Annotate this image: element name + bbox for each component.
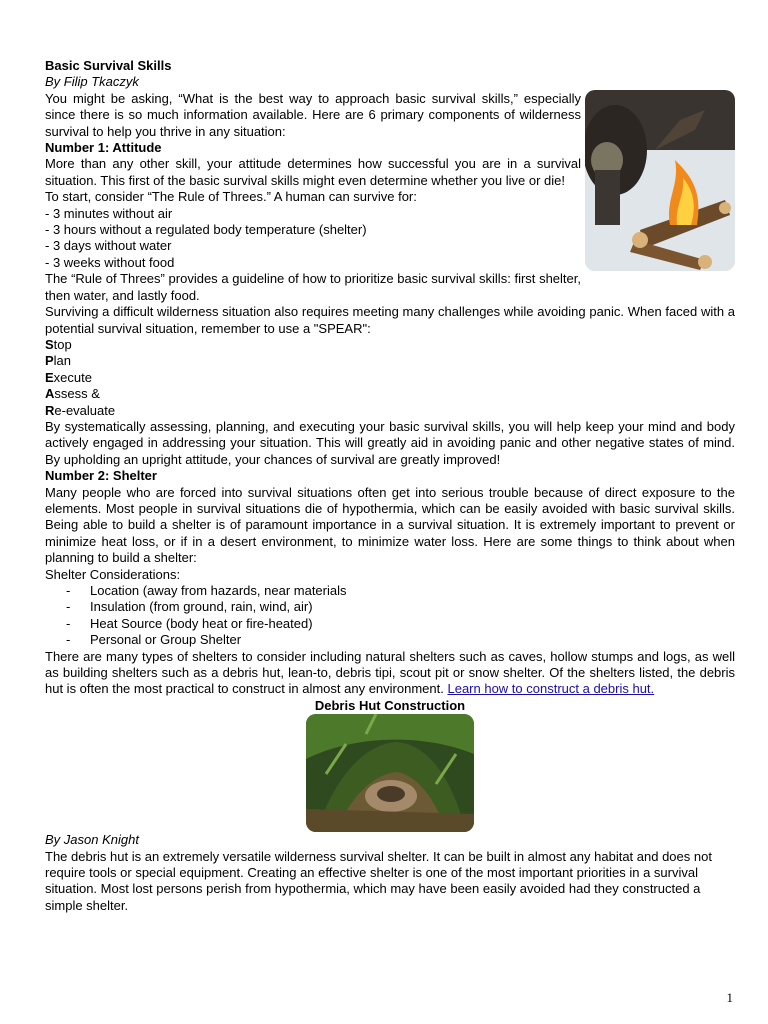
heading-debris-hut: Debris Hut Construction bbox=[314, 697, 466, 713]
threes-item: - 3 hours without a regulated body temperature (shelter) bbox=[45, 222, 367, 238]
spear-item bbox=[45, 386, 735, 402]
spear-rest: lan bbox=[53, 353, 72, 369]
spear-rest: xecute bbox=[53, 369, 92, 385]
debris-hut-paragraph: The debris hut is an extremely versatile wilderness survival shelter. It can be built in almost any habitat and does not require tools or special equipment. Creating an effective shelter is one of the most important priorities in a survival situation. Most lost persons perish from hypothermia, which may have been easily avoided had they constructed a simple shelter. bbox=[45, 848, 712, 913]
spear-letter: A bbox=[45, 386, 55, 402]
spear-intro: Surviving a difficult wilderness situation also requires meeting many challenges while avoiding panic. When faced with a potential survival situation, remember to use a "SPEAR": bbox=[45, 304, 735, 336]
spear-rest: top bbox=[53, 336, 72, 352]
debris-hut-author: By Jason Knight bbox=[45, 832, 139, 848]
shelter-considerations-label: Shelter Considerations: bbox=[45, 566, 181, 582]
threes-item: - 3 days without water bbox=[45, 238, 172, 254]
document-page bbox=[45, 58, 735, 914]
list-item: - Personal or Group Shelter bbox=[45, 632, 735, 648]
debris-hut-photo bbox=[306, 714, 474, 832]
rule-of-threes-intro: To start, consider “The Rule of Threes.” A human can survive for: bbox=[45, 189, 417, 205]
shelter-types-paragraph bbox=[45, 649, 735, 698]
page-number: 1 bbox=[726, 990, 733, 1005]
shelter-types-text: There are many types of shelters to consider including natural shelters such as caves, hollow stumps and logs, as well as building shelters such as a debris hut, lean-to, debris tipi, scout pit or snow shelter. Of the shelters listed, the debris hut is often the most practical to construct in almost any environment. bbox=[45, 648, 735, 697]
considerations-list bbox=[45, 583, 735, 649]
rule-of-threes-paragraph: The “Rule of Threes” provides a guideline of how to prioritize basic survival skills: first shelter, then water, and lastly food. bbox=[45, 271, 581, 303]
spear-rest: ssess & bbox=[54, 386, 100, 402]
list-item: - Heat Source (body heat or fire-heated) bbox=[45, 616, 735, 632]
campfire-photo bbox=[585, 90, 735, 271]
heading-attitude: Number 1: Attitude bbox=[45, 140, 162, 156]
attitude-paragraph: More than any other skill, your attitude determines how successful you are in a survival situation. This first of the basic survival skills might even determine whether you live or die! bbox=[45, 156, 581, 188]
intro-paragraph: You might be asking, “What is the best way to approach basic survival skills,” especially since there is so much information available. Here are 6 primary components of wilderness survival to help you thrive in any situation: bbox=[45, 90, 581, 139]
spear-item bbox=[45, 337, 735, 353]
list-item: - Insulation (from ground, rain, wind, air) bbox=[45, 599, 735, 615]
threes-item: - 3 minutes without air bbox=[45, 205, 173, 221]
spear-item bbox=[45, 353, 735, 369]
spear-letter: P bbox=[45, 353, 54, 369]
shelter-paragraph: Many people who are forced into survival situations often get into serious trouble because of direct exposure to the elements. Most people in survival situations die of hypothermia, which can be easily avoided with basic survival skills. Being able to build a shelter is of paramount importance in a survival situation. It is extremely important to prevent or minimize heat loss, or if in a desert environment, to minimize water loss. Here are some things to think about when planning to build a shelter: bbox=[45, 484, 735, 566]
doc-author: By Filip Tkaczyk bbox=[45, 74, 139, 90]
spear-item bbox=[45, 403, 735, 419]
heading-shelter: Number 2: Shelter bbox=[45, 468, 157, 484]
threes-item: - 3 weeks without food bbox=[45, 254, 175, 270]
doc-title: Basic Survival Skills bbox=[45, 58, 172, 73]
spear-letter: R bbox=[45, 402, 55, 418]
list-item: - Location (away from hazards, near materials bbox=[45, 583, 735, 599]
spear-letter: S bbox=[45, 336, 54, 352]
debris-hut-link[interactable]: Learn how to construct a debris hut. bbox=[447, 681, 655, 697]
spear-summary-paragraph: By systematically assessing, planning, and executing your basic survival skills, you will help keep your mind and body actively engaged in addressing your situation. This will greatly aid in avoiding panic and other negative states of mind. By upholding an upright attitude, your chances of survival are greatly improved! bbox=[45, 418, 735, 467]
spear-letter: E bbox=[45, 369, 54, 385]
spear-item bbox=[45, 370, 735, 386]
spear-rest: e-evaluate bbox=[54, 402, 116, 418]
